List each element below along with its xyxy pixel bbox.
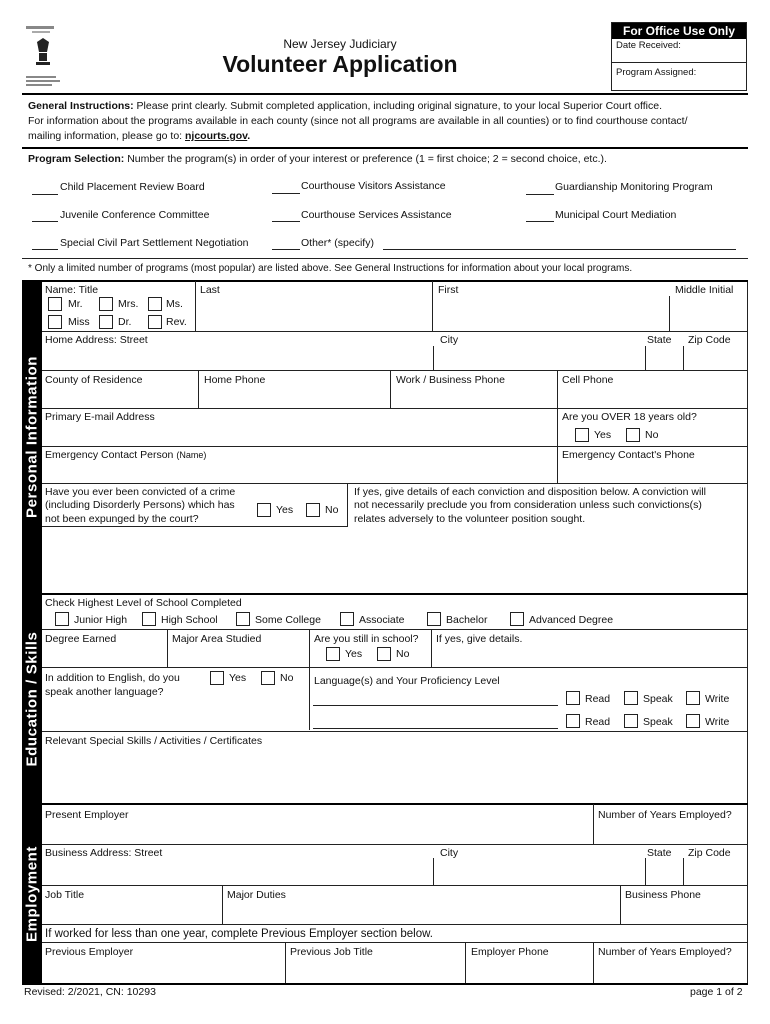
special-skills-label: Relevant Special Skills / Activities / Certificates xyxy=(45,735,263,747)
program-rank-3[interactable] xyxy=(526,194,554,195)
other-language-question-1: In addition to English, do you xyxy=(45,672,180,684)
job-title-field[interactable] xyxy=(44,902,221,923)
date-received-field[interactable]: Date Received: xyxy=(612,39,746,63)
program-other: Other* (specify) xyxy=(301,237,374,249)
conviction-question-2: (including Disorderly Persons) which has xyxy=(45,499,235,511)
revision-info: Revised: 2/2021, CN: 10293 xyxy=(24,986,156,998)
title-miss-checkbox[interactable] xyxy=(48,315,62,329)
level-bachelor-checkbox[interactable] xyxy=(427,612,441,626)
business-state-label: State xyxy=(647,847,672,859)
personal-info-sidebar: Personal Information xyxy=(22,281,42,593)
program-note: * Only a limited number of programs (most popular) are listed above. See General Instructions for information about your local programs. xyxy=(28,263,633,274)
business-zip-field[interactable] xyxy=(684,860,746,884)
program-rank-5[interactable] xyxy=(272,221,300,222)
conviction-yes-checkbox[interactable] xyxy=(257,503,271,517)
business-zip-label: Zip Code xyxy=(688,847,731,859)
major-duties-label: Major Duties xyxy=(227,889,286,901)
program-special-civil: Special Civil Part Settlement Negotiation xyxy=(60,237,249,249)
language-proficiency-label: Language(s) and Your Proficiency Level xyxy=(314,675,500,687)
level-high-school-checkbox[interactable] xyxy=(142,612,156,626)
school-details-field[interactable] xyxy=(432,646,746,666)
level-some-college-checkbox[interactable] xyxy=(236,612,250,626)
program-rank-1[interactable] xyxy=(32,194,58,195)
home-zip-field[interactable] xyxy=(684,347,746,369)
business-phone-field[interactable] xyxy=(621,902,746,923)
program-rank-2[interactable] xyxy=(272,193,300,194)
major-field[interactable] xyxy=(168,646,308,666)
general-instructions-line2: For information about the programs available in each county (since not all programs are available in all counties) or to find courthouse contact/ xyxy=(28,115,688,127)
special-skills-field[interactable] xyxy=(44,748,746,802)
business-state-field[interactable] xyxy=(646,860,682,884)
general-instructions-line3: mailing information, please go to: njcourts.gov. xyxy=(28,130,251,142)
still-school-no-checkbox[interactable] xyxy=(377,647,391,661)
program-selection-heading: Program Selection: Number the program(s) in order of your interest or preference (1 = first choice; 2 = second choice, etc.). xyxy=(28,153,607,165)
last-name-label: Last xyxy=(200,284,220,296)
page-number: page 1 of 2 xyxy=(690,986,743,998)
office-use-title: For Office Use Only xyxy=(612,23,746,39)
education-skills-sidebar: Education / Skills xyxy=(22,594,42,803)
program-other-specify-field[interactable] xyxy=(383,249,736,250)
level-advanced-degree-checkbox[interactable] xyxy=(510,612,524,626)
work-phone-label: Work / Business Phone xyxy=(396,374,505,386)
program-child-placement: Child Placement Review Board xyxy=(60,181,205,193)
school-details-label: If yes, give details. xyxy=(436,633,523,645)
previous-years-employed-field[interactable] xyxy=(594,959,746,983)
present-employer-label: Present Employer xyxy=(45,809,129,821)
county-field[interactable] xyxy=(44,387,196,407)
program-rank-4[interactable] xyxy=(32,221,58,222)
middle-initial-label: Middle Initial xyxy=(675,284,734,296)
home-zip-label: Zip Code xyxy=(688,334,731,346)
language-no-checkbox[interactable] xyxy=(261,671,275,685)
form-title: Volunteer Application xyxy=(222,51,458,77)
last-name-field[interactable] xyxy=(196,297,432,331)
major-label: Major Area Studied xyxy=(172,633,262,645)
county-label: County of Residence xyxy=(45,374,143,386)
previous-employer-notice: If worked for less than one year, complete Previous Employer section below. xyxy=(45,928,434,940)
title-mrs-checkbox[interactable] xyxy=(99,297,113,311)
still-in-school-label: Are you still in school? xyxy=(314,633,419,645)
other-language-question-2: speak another language? xyxy=(45,686,164,698)
language-yes-checkbox[interactable] xyxy=(210,671,224,685)
middle-initial-field[interactable] xyxy=(670,297,746,331)
previous-job-title-field[interactable] xyxy=(286,959,464,983)
level-junior-high-checkbox[interactable] xyxy=(55,612,69,626)
first-name-label: First xyxy=(438,284,459,296)
home-street-field[interactable] xyxy=(44,347,432,369)
previous-years-employed-label: Number of Years Employed? xyxy=(598,946,732,958)
job-title-label: Job Title xyxy=(45,889,85,901)
emergency-phone-label: Emergency Contact's Phone xyxy=(562,449,695,461)
application-page: New Jersey Judiciary Volunteer Application For Office Use Only Date Received: Program Assigned: General Instructions: Please print clearly. Submit completed application, including original signature, to your local Superior Court office. For information about the programs available in each county (since not all programs are available in all counties) or to find courthouse contact/ mailing information, please go to: njcourts.gov. Program Selection: Number the program(s) in order of your interest or preference (1 = first choice; 2 = second choice, etc.). Child Placement Review Board Courthouse Visitors Assistance Guardianship Monitoring Program Juvenile Conference Committee Courthouse Services Assistance Municipal Court Mediation Special Civil Part Settlement Negotiation Other* (specify) * Only a limited number of programs (most popular) are listed above. See General Instructions for information about your local programs. Personal Information Education / Skills Employment Name: Title Mr. Mrs. Ms. Miss Dr. Rev. Last First Middle Initial Home Address: Street City State Zip Code County of Residence Home Phone Work / Business Phone Cell Phone Primary E-mail Address Are you OVER 18 years old? Yes No Emergency Contact Person (Name) Emergency Contact's Phone Have you ever been convicted of a crime (including Disorderly Persons) which has not been expunged by the court? Yes No If yes, give details of each conviction and disposition below. A conviction will not necessarily preclude you from consideration unless such convictions(s) relates adversely to the volunteer position sought. Check Highest Level of School Completed Junior High High School Some College Associate Bachelor Advanced Degree Degree Earned Major Area Studied Are you still in school? Yes No If yes, give details. In addition to English, do you speak another language? Yes No Language(s) and Your Proficiency Level Read Speak Write Read Speak Write Relevant Special Skills / Activities / Certificates Present Employer Number of Years Employed? Business Address: Street City State Zip Code Job Title Major Duties Business Phone If worked for less than one year, complete Previous Employer section below. Previous Employer Previous Job Title Employer Phone Number of Years Employed? Revised: 2/2021, CN: 10293 page 1 of 2 xyxy=(0,0,770,1024)
major-duties-field[interactable] xyxy=(223,902,619,923)
home-phone-label: Home Phone xyxy=(204,374,266,386)
agency-name: New Jersey Judiciary xyxy=(283,37,397,51)
program-rank-7[interactable] xyxy=(32,249,58,250)
language-1-field[interactable] xyxy=(313,705,558,706)
previous-employer-field[interactable] xyxy=(44,959,284,983)
business-street-label: Business Address: Street xyxy=(45,847,163,859)
conviction-question-3: not been expunged by the court? xyxy=(45,513,199,525)
previous-employer-label: Previous Employer xyxy=(45,946,134,958)
business-street-field[interactable] xyxy=(44,860,432,884)
over-18-label: Are you OVER 18 years old? xyxy=(562,411,697,423)
program-courthouse-services: Courthouse Services Assistance xyxy=(301,209,452,221)
program-rank-8[interactable] xyxy=(272,249,300,250)
program-assigned-field[interactable]: Program Assigned: xyxy=(616,67,697,78)
present-employer-field[interactable] xyxy=(44,822,592,843)
program-rank-6[interactable] xyxy=(526,221,554,222)
home-state-field[interactable] xyxy=(646,347,682,369)
degree-field[interactable] xyxy=(44,646,166,666)
emergency-phone-field[interactable] xyxy=(558,462,746,482)
title-mr-checkbox[interactable] xyxy=(48,297,62,311)
school-level-label: Check Highest Level of School Completed xyxy=(45,597,242,609)
conviction-details-note-3: relates adversely to the volunteer position sought. xyxy=(354,513,586,525)
cell-phone-field[interactable] xyxy=(558,387,746,407)
conviction-details-field[interactable] xyxy=(44,528,746,592)
office-use-box xyxy=(611,22,747,91)
level-associate-checkbox[interactable] xyxy=(340,612,354,626)
business-phone-label: Business Phone xyxy=(625,889,701,901)
previous-job-title-label: Previous Job Title xyxy=(290,946,373,958)
home-city-label: City xyxy=(440,334,459,346)
years-employed-field[interactable] xyxy=(594,822,746,843)
email-label: Primary E-mail Address xyxy=(45,411,155,423)
language-1-speak-checkbox[interactable] xyxy=(624,691,638,705)
conviction-details-note-1: If yes, give details of each conviction and disposition below. A conviction will xyxy=(354,486,706,498)
employer-phone-label: Employer Phone xyxy=(471,946,549,958)
conviction-details-note-2: not necessarily preclude you from consideration unless such convictions(s) xyxy=(354,499,702,511)
home-street-label: Home Address: Street xyxy=(45,334,148,346)
conviction-no-checkbox[interactable] xyxy=(306,503,320,517)
years-employed-label: Number of Years Employed? xyxy=(598,809,732,821)
program-guardianship: Guardianship Monitoring Program xyxy=(555,181,713,193)
cell-phone-label: Cell Phone xyxy=(562,374,614,386)
program-juvenile-conference: Juvenile Conference Committee xyxy=(60,209,210,221)
work-phone-field[interactable] xyxy=(391,387,556,407)
language-2-read-checkbox[interactable] xyxy=(566,714,580,728)
language-1-read-checkbox[interactable] xyxy=(566,691,580,705)
emergency-contact-field[interactable] xyxy=(44,462,556,482)
title-rev-checkbox[interactable] xyxy=(148,315,162,329)
home-city-field[interactable] xyxy=(434,347,644,369)
still-school-yes-checkbox[interactable] xyxy=(326,647,340,661)
program-municipal-mediation: Municipal Court Mediation xyxy=(555,209,677,221)
njcourts-link[interactable]: njcourts.gov xyxy=(185,130,248,142)
language-1-write-checkbox[interactable] xyxy=(686,691,700,705)
home-state-label: State xyxy=(647,334,672,346)
over-18-yes-checkbox[interactable] xyxy=(575,428,589,442)
judiciary-logo xyxy=(24,24,74,92)
program-courthouse-visitors: Courthouse Visitors Assistance xyxy=(301,180,446,192)
over-18-no-checkbox[interactable] xyxy=(626,428,640,442)
language-2-field[interactable] xyxy=(313,728,558,729)
title-dr-checkbox[interactable] xyxy=(99,315,113,329)
degree-label: Degree Earned xyxy=(45,633,117,645)
home-phone-field[interactable] xyxy=(199,387,389,407)
conviction-question-1: Have you ever been convicted of a crime xyxy=(45,486,236,498)
business-city-label: City xyxy=(440,847,459,859)
business-city-field[interactable] xyxy=(434,860,644,884)
employment-sidebar: Employment xyxy=(22,804,42,984)
emergency-contact-label: Emergency Contact Person (Name) xyxy=(45,449,207,461)
first-name-field[interactable] xyxy=(433,297,669,331)
title-ms-checkbox[interactable] xyxy=(148,297,162,311)
employer-phone-field[interactable] xyxy=(466,959,592,983)
email-field[interactable] xyxy=(44,424,556,445)
general-instructions-line1: General Instructions: Please print clearly. Submit completed application, including original signature, to your local Superior Court office. xyxy=(28,100,663,112)
language-2-write-checkbox[interactable] xyxy=(686,714,700,728)
name-title-label: Name: Title xyxy=(45,284,99,296)
language-2-speak-checkbox[interactable] xyxy=(624,714,638,728)
